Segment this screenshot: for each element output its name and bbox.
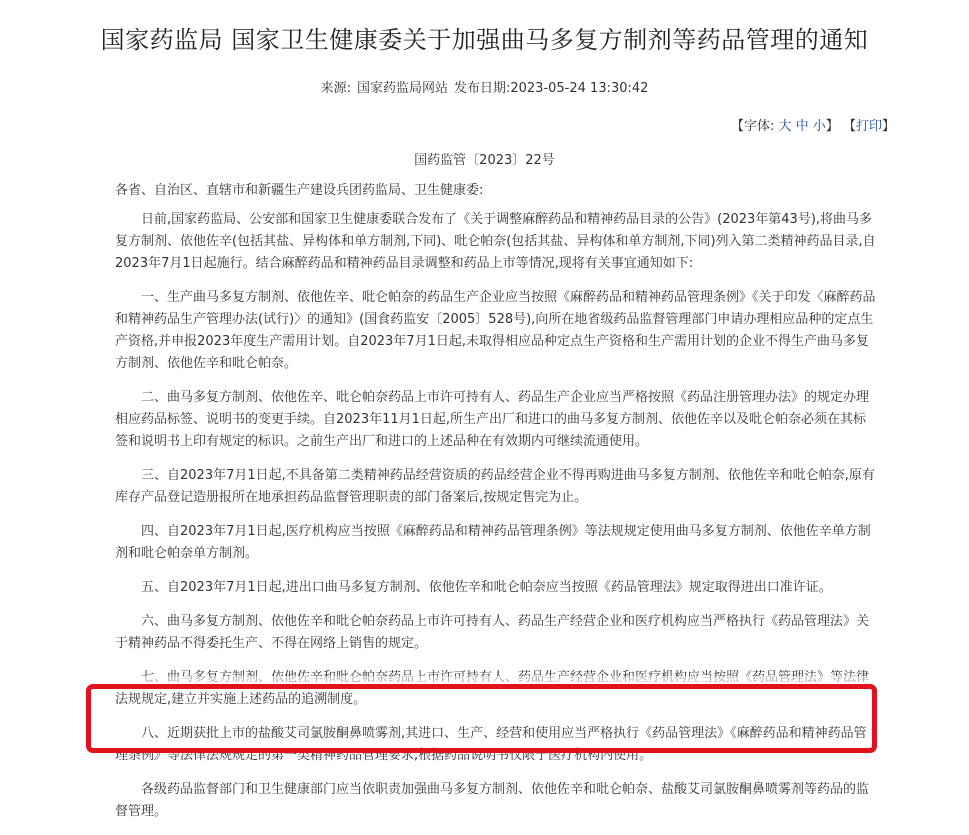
print-bracket-close: 】 bbox=[881, 119, 895, 134]
paragraph-7: 法规规定,建立并实施上述药品的追溯制度。 bbox=[115, 692, 367, 707]
article-title: 国家药监局 国家卫生健康委关于加强曲马多复方制剂等药品管理的通知 bbox=[100, 26, 869, 54]
paragraph-5: 五、自2023年7月1日起,进出口曲马多复方制剂、依他佐辛和吡仑帕奈应当按照《药品管理法》规定取得进出口准许证。 bbox=[141, 580, 832, 595]
font-small-link[interactable]: 小 bbox=[812, 119, 826, 134]
salutation: 各省、自治区、直辖市和新疆生产建设兵团药监局、卫生健康委: bbox=[115, 183, 484, 198]
highlight-backdrop bbox=[0, 676, 969, 684]
date-label: 发布日期: bbox=[453, 81, 511, 96]
font-large-link[interactable]: 大 bbox=[778, 119, 792, 134]
paragraph-2: 二、曲马多复方制剂、依他佐辛、吡仑帕奈药品上市许可持有人、药品生产企业应当严格按照《药品注册管理办法》的规定办理相应药品标签、说明书的变更手续。自2023年11月1日起,所生产出厂和进口的曲马多复方制剂、依他佐辛以及吡仑帕奈必须在其标签和说明书上印有规定的标识。之前生产出厂和进口的上述品种在有效期内可继续流通使用。 bbox=[115, 390, 870, 449]
document-number: 国药监管〔2023〕22号 bbox=[414, 153, 555, 168]
font-medium-link[interactable]: 中 bbox=[795, 119, 809, 134]
print-bracket-open: 【 bbox=[842, 119, 856, 134]
source-value: 国家药监局网站 bbox=[356, 81, 448, 96]
paragraph-3: 三、自2023年7月1日起,不具备第二类精神药品经营资质的药品经营企业不得再购进曲马多复方制剂、依他佐辛和吡仑帕奈,原有库存产品登记造册报所在地承担药品监督管理职责的部门备案后,按规定售完为止。 bbox=[115, 468, 875, 505]
paragraph-4: 四、自2023年7月1日起,医疗机构应当按照《麻醉药品和精神药品管理条例》等法规规定使用曲马多复方制剂、依他佐辛单方制剂和吡仑帕奈单方制剂。 bbox=[115, 524, 871, 561]
publish-date: 2023-05-24 13:30:42 bbox=[510, 81, 649, 96]
font-size-label: 【字体: bbox=[730, 119, 775, 134]
article-meta bbox=[0, 80, 969, 98]
paragraph-intro: 日前,国家药监局、公安部和国家卫生健康委联合发布了《关于调整麻醉药品和精神药品目录的公告》(2023年第43号),将曲马多复方制剂、依他佐辛(包括其盐、异构体和单方制剂,下同)、吡仑帕奈(包括其盐、异构体和单方制剂,下同)列入第二类精神药品目录,自2023年7月1日起施行。结合麻醉药品和精神药品目录调整和药品上市等情况,现将有关事宜通知如下: bbox=[115, 212, 876, 271]
print-link[interactable]: 打印 bbox=[855, 119, 882, 134]
paragraph-6: 六、曲马多复方制剂、依他佐辛和吡仑帕奈药品上市许可持有人、药品生产经营企业和医疗机构应当严格执行《药品管理法》关于精神药品不得委托生产、不得在网络上销售的规定。 bbox=[115, 614, 870, 651]
font-size-bracket-close: 】 bbox=[825, 119, 839, 134]
source-label: 来源: bbox=[320, 81, 351, 96]
paragraph-1: 一、生产曲马多复方制剂、依他佐辛、吡仑帕奈的药品生产企业应当按照《麻醉药品和精神药品管理条例》《关于印发〈麻醉药品和精神药品生产管理办法(试行)〉的通知》(国食药监安〔2005〕528号),向所在地省级药品监督管理部门申请办理相应品种的定点生产资格,并申报2023年度生产需用计划。自2023年7月1日起,未取得相应品种定点生产资格和生产需用计划的企业不得生产曲马多复方制剂、依他佐辛和吡仑帕奈。 bbox=[115, 290, 876, 371]
font-print-toolbar bbox=[731, 118, 895, 136]
document-body bbox=[115, 180, 878, 835]
paragraph-closing: 各级药品监督部门和卫生健康部门应当依职责加强曲马多复方制剂、依他佐辛和吡仑帕奈、盐酸艾司氯胺酮鼻喷雾剂等药品的监督管理。 bbox=[115, 782, 870, 819]
paragraph-8: 八、近期获批上市的盐酸艾司氯胺酮鼻喷雾剂,其进口、生产、经营和使用应当严格执行《药品管理法》《麻醉药品和精神药品管理条例》等法律法规规定的第一类精神药品管理要求,根据药品说明书仅限于医疗机构内使用。 bbox=[115, 726, 867, 763]
